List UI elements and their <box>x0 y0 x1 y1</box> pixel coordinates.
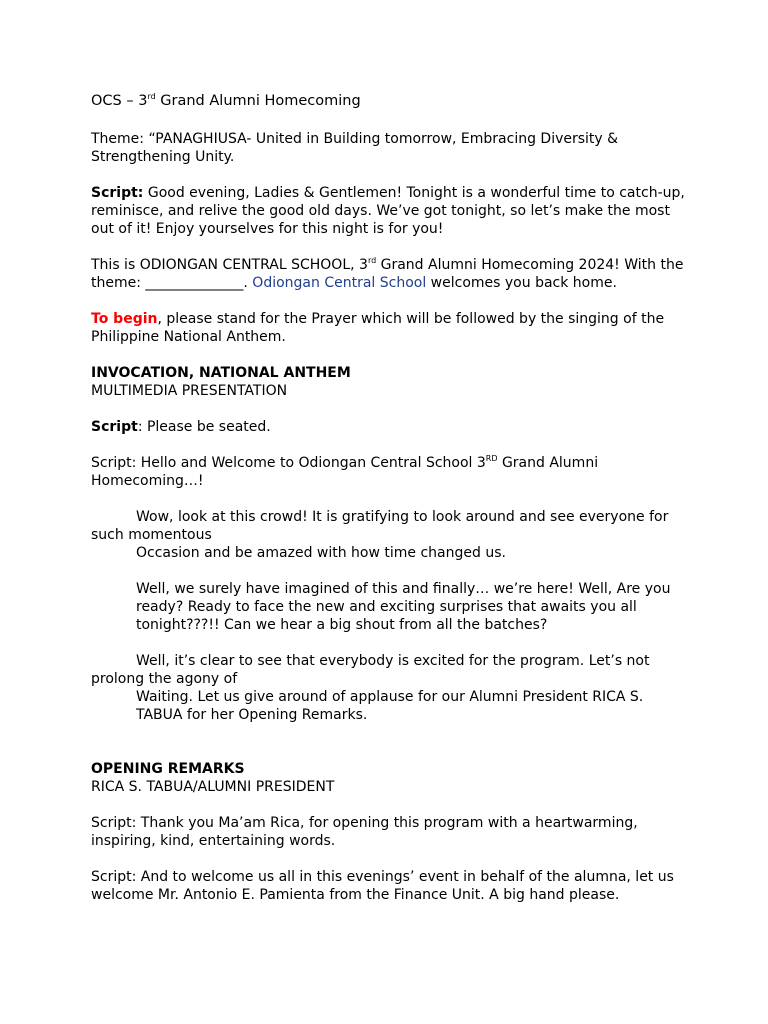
section-heading: OPENING REMARKS <box>91 761 245 777</box>
paragraph-line: Waiting. Let us give around of applause for our Alumni President RICA S. <box>136 689 644 705</box>
intro-text: This is ODIONGAN CENTRAL SCHOOL, 3 <box>91 257 368 273</box>
intro-superscript: rd <box>367 256 377 265</box>
theme-paragraph <box>91 130 691 166</box>
excited-paragraph <box>91 652 691 724</box>
script-greeting-paragraph <box>91 184 691 238</box>
theme-line: Strengthening Unity. <box>91 149 235 165</box>
paragraph-line: Well, it’s clear to see that everybody is excited for the program. Let’s not <box>136 653 650 669</box>
script-text: : Please be seated. <box>137 419 271 435</box>
invocation-section <box>91 364 691 400</box>
finance-paragraph <box>91 868 691 904</box>
crowd-paragraph <box>91 508 691 562</box>
welcome-text: Script: Hello and Welcome to Odiongan Central School 3 <box>91 455 486 471</box>
script-seated <box>91 418 691 436</box>
thanks-paragraph <box>91 814 691 850</box>
script-text: reminisce, and relive the good old days. We’ve got tonight, so let’s make the most <box>91 203 670 219</box>
begin-text: , please stand for the Prayer which will be followed by the singing of the <box>157 311 665 327</box>
paragraph-line: Well, we surely have imagined of this and finally… we’re here! Well, Are you <box>136 581 671 597</box>
paragraph-line: prolong the agony of <box>91 671 238 687</box>
script-text: out of it! Enjoy yourselves for this night is for you! <box>91 221 444 237</box>
title-superscript: rd <box>147 92 156 101</box>
paragraph-line: ready? Ready to face the new and exciting surprises that awaits you all <box>136 599 637 615</box>
section-subheading: MULTIMEDIA PRESENTATION <box>91 383 288 399</box>
ready-paragraph <box>91 580 691 634</box>
paragraph-line: welcome Mr. Antonio E. Pamienta from the Finance Unit. A big hand please. <box>91 887 620 903</box>
paragraph-line: Wow, look at this crowd! It is gratifying to look around and see everyone for <box>136 509 669 525</box>
begin-text: Philippine National Anthem. <box>91 329 286 345</box>
paragraph-line: Script: Thank you Ma’am Rica, for opening this program with a heartwarming, <box>91 815 638 831</box>
intro-text: theme: ______________. <box>91 275 253 291</box>
script-label: Script: <box>91 185 144 201</box>
intro-text: Grand Alumni Homecoming 2024! With the <box>376 257 684 273</box>
script-text: Good evening, Ladies & Gentlemen! Tonight is a wonderful time to catch-up, <box>143 185 685 201</box>
to-begin-label: To begin <box>91 311 158 327</box>
to-begin-paragraph <box>91 310 691 346</box>
title-suffix: Grand Alumni Homecoming <box>155 93 361 109</box>
opening-remarks-section <box>91 760 691 796</box>
document-title <box>91 90 691 112</box>
theme-line: Theme: “PANAGHIUSA- United in Building tomorrow, Embracing Diversity & <box>91 131 619 147</box>
section-subheading: RICA S. TABUA/ALUMNI PRESIDENT <box>91 779 335 795</box>
paragraph-line: inspiring, kind, entertaining words. <box>91 833 336 849</box>
welcome-superscript: RD <box>485 454 498 463</box>
paragraph-line: such momentous <box>91 527 212 543</box>
paragraph-line: Script: And to welcome us all in this evenings’ event in behalf of the alumna, let us <box>91 869 674 885</box>
welcome-paragraph <box>91 454 691 490</box>
welcome-text: Grand Alumni <box>497 455 599 471</box>
intro-text: welcomes you back home. <box>426 275 617 291</box>
title-prefix: OCS – 3 <box>91 93 148 109</box>
welcome-text: Homecoming…! <box>91 473 204 489</box>
section-heading: INVOCATION, NATIONAL ANTHEM <box>91 365 351 381</box>
school-intro-paragraph <box>91 256 691 292</box>
document-page <box>91 90 691 904</box>
paragraph-line: TABUA for her Opening Remarks. <box>136 707 368 723</box>
paragraph-line: tonight???!! Can we hear a big shout from all the batches? <box>136 617 548 633</box>
paragraph-line: Occasion and be amazed with how time changed us. <box>136 545 506 561</box>
script-label: Script <box>91 419 138 435</box>
school-link[interactable]: Odiongan Central School <box>252 275 427 291</box>
